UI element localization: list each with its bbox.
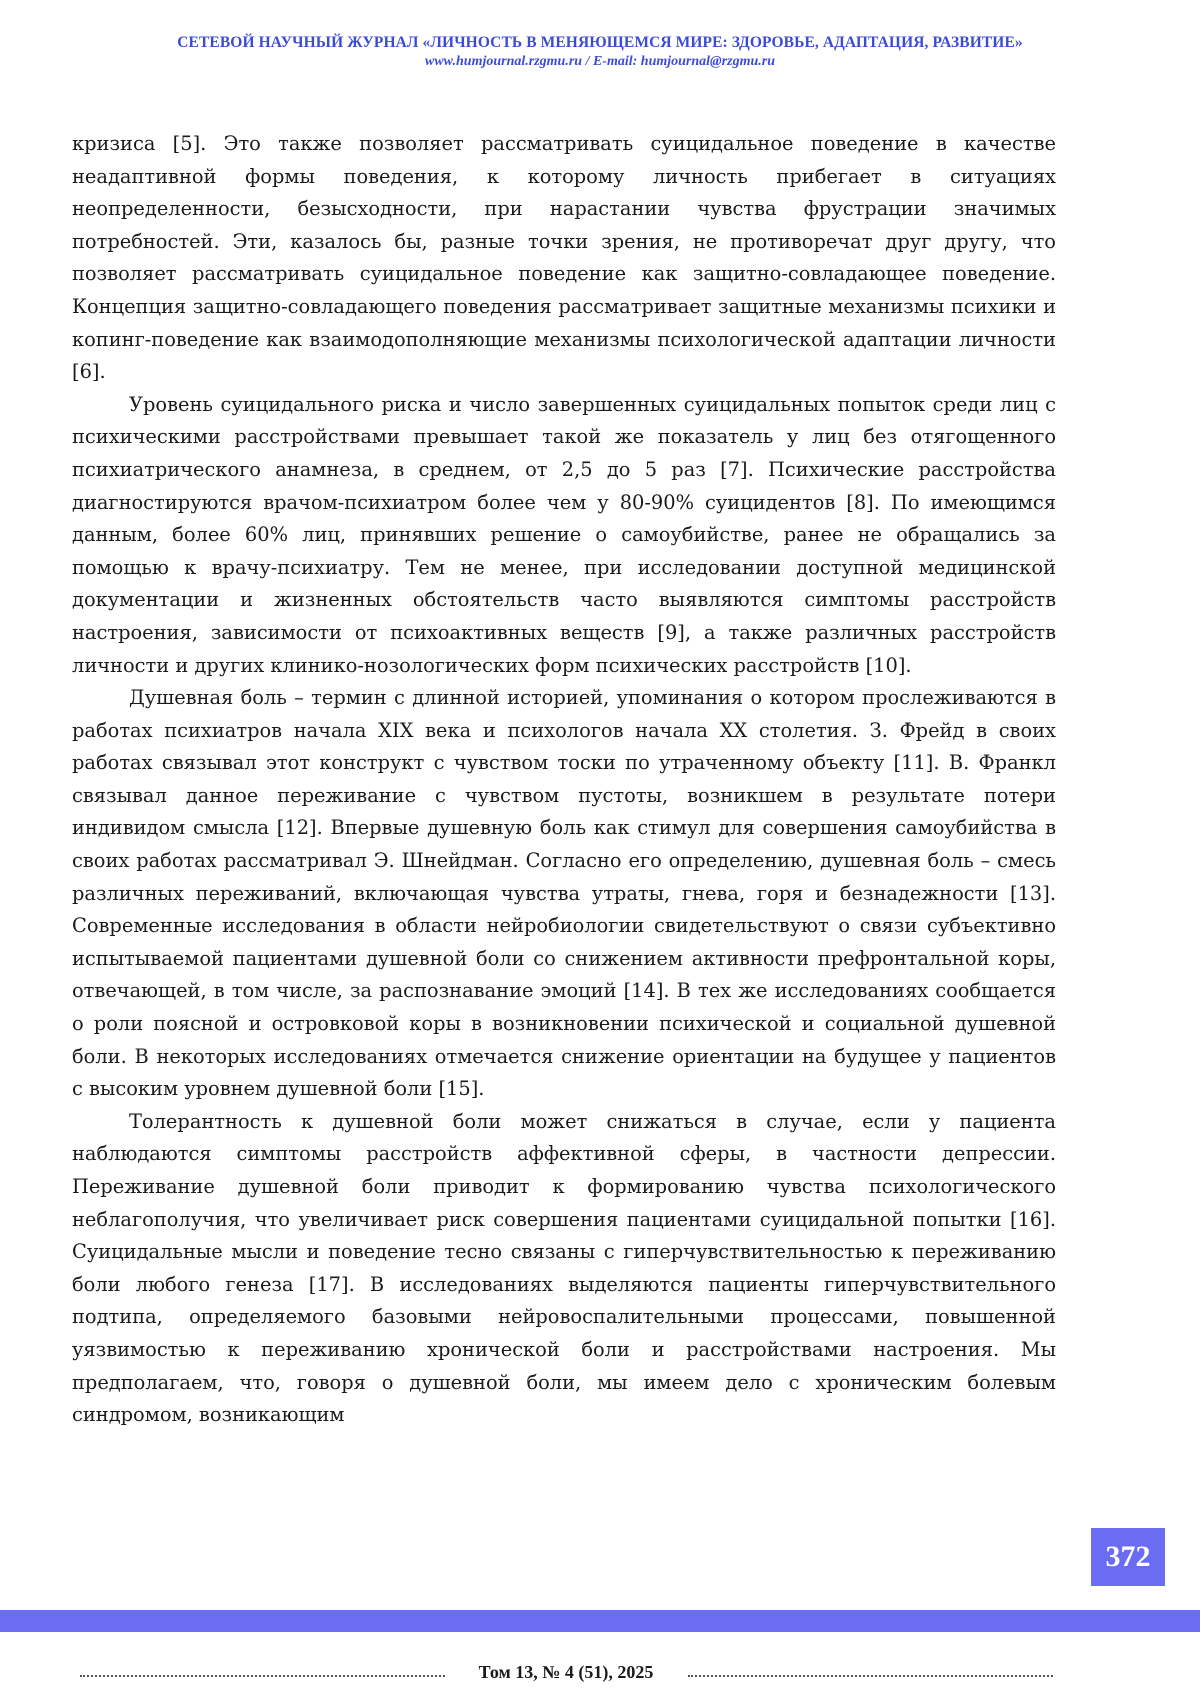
page-number: 372 [1091,1528,1165,1586]
paragraph-4: Толерантность к душевной боли может снижаться в случае, если у пациента наблюдаются симптомы расстройств аффективной сферы, в частности депрессии. Переживание душевной боли приводит к формированию чувства психологического неблагополучия, что увеличивает риск совершения пациентами суицидальной попытки [16]. Суицидальные мысли и поведение тесно связаны с гиперчувствительностью к переживанию боли любого генеза [17]. В исследованиях выделяются пациенты гиперчувствительного подтипа, определяемого базовыми нейровоспалительными процессами, повышенной уязвимостью к переживанию хронической боли и расстройствами настроения. Мы предполагаем, что, говоря о душевной боли, мы имеем дело с хроническим болевым синдромом, возникающим [72,1109,1056,1427]
paragraph-2: Уровень суицидального риска и число завершенных суицидальных попыток среди лиц с психическими расстройствами превышает такой же показатель у лиц без отягощенного психиатрического анамнеза, в среднем, от 2,5 до 5 раз [7]. Психические расстройства диагностируются врачом-психиатром более чем у 80-90% суицидентов [8]. По имеющимся данным, более 60% лиц, принявших решение о самоубийстве, ранее не обращались за помощью к врачу-психиатру. Тем не менее, при исследовании доступной медицинской документации и жизненных обстоятельств часто выявляются симптомы расстройств настроения, зависимости от психоактивных веществ [9], а также различных расстройств личности и других клинико-нозологических форм психических расстройств [10]. [72,392,1056,677]
footer-dots-right [688,1675,1053,1677]
journal-title: СЕТЕВОЙ НАУЧНЫЙ ЖУРНАЛ «ЛИЧНОСТЬ В МЕНЯЮЩЕМСЯ МИРЕ: ЗДОРОВЬЕ, АДАПТАЦИЯ, РАЗВИТИЕ» [177,34,1023,51]
paragraph-3: Душевная боль – термин с длинной историей, упоминания о котором прослеживаются в работах психиатров начала XIX века и психологов начала XX столетия. З. Фрейд в своих работах связывал этот конструкт с чувством тоски по утраченному объекту [11]. В. Франкл связывал данное переживание с чувством пустоты, возникшем в результате потери индивидом смысла [12]. Впервые душевную боль как стимул для совершения самоубийства в своих работах рассматривал Э. Шнейдман. Согласно его определению, душевная боль – смесь различных переживаний, включающая чувства утраты, гнева, горя и безнадежности [13]. Современные исследования в области нейробиологии свидетельствуют о связи субъективно испытываемой пациентами душевной боли со снижением активности префронтальной коры, отвечающей, в том числе, за распознавание эмоций [14]. В тех же исследованиях сообщается о роли поясной и островковой коры в возникновении психической и социальной душевной боли. В некоторых исследованиях отмечается снижение ориентации на будущее у пациентов с высоким уровнем душевной боли [15]. [72,686,1056,1101]
issue-label: Том 13, № 4 (51), 2025 [478,1662,654,1682]
journal-header [0,33,1200,71]
paragraph-1: кризиса [5]. Это также позволяет рассматривать суицидальное поведение в качестве неадаптивной формы поведения, к которому личность прибегает в ситуациях неопределенности, безысходности, при нарастании чувства фрустрации значимых потребностей. Эти, казалось бы, разные точки зрения, не противоречат друг другу, что позволяет рассматривать суицидальное поведение как защитно-совладающее поведение. Концепция защитно-совладающего поведения рассматривает защитные механизмы психики и копинг-поведение как взаимодополняющие механизмы психологической адаптации личности [6]. [72,132,1056,384]
footer-band [0,1610,1200,1632]
page-footer [0,1660,1200,1690]
footer-dots-left [80,1675,445,1677]
journal-contacts: www.humjournal.rzgmu.ru / E-mail: humjournal@rzgmu.ru [425,54,775,69]
article-body [72,128,1056,1432]
